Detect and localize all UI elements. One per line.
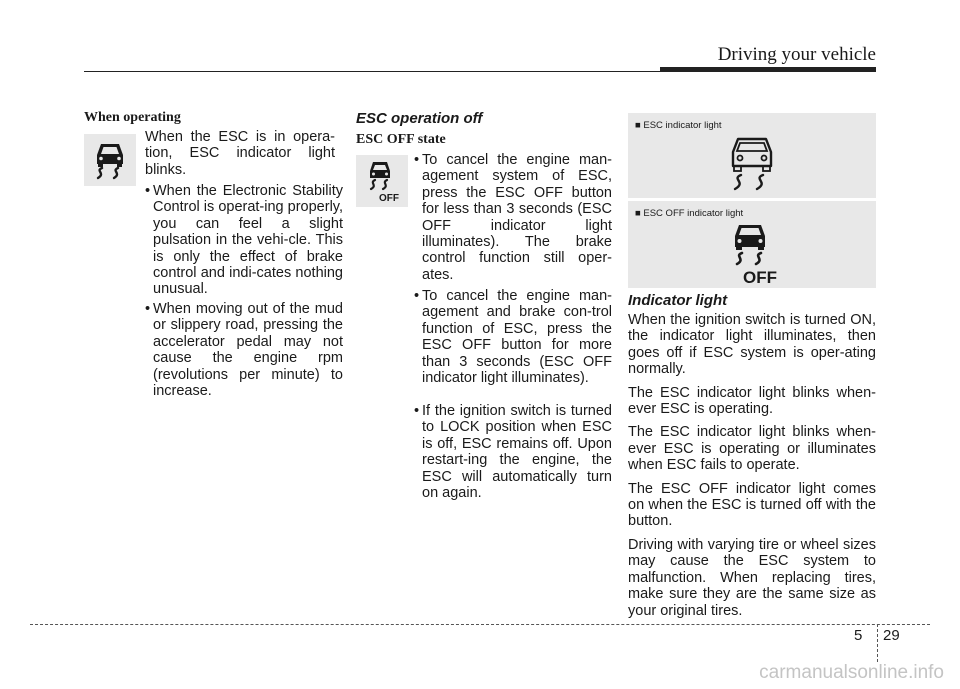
chapter-number: 5: [854, 627, 863, 644]
esc-off-bullet: • If the ignition switch is turned to LOCK position when ESC is off, ESC remains off. Upon restart-ing the engine, the ESC will automatically turn on again.: [414, 403, 612, 501]
paragraph: Driving with varying tire or wheel sizes may cause the ESC system to malfunction. When replacing tires, make sure they are the same size as your original tires.: [628, 536, 876, 619]
esc-indicator-icon: [84, 134, 136, 186]
page-number: 29: [883, 627, 900, 644]
esc-off-icon: [727, 223, 783, 290]
esc-indicator-icon: [725, 135, 779, 198]
esc-off-indicator-panel: [628, 201, 876, 288]
indicator-light-heading: Indicator light: [628, 292, 728, 309]
paragraph: The ESC indicator light blinks when-ever ESC is operating or illuminates when ESC fails to operate.: [628, 424, 876, 474]
esc-operation-off-heading: ESC operation off: [356, 110, 483, 127]
watermark: carmanualsonline.info: [759, 662, 944, 683]
paragraph: When the ignition switch is turned ON, the indicator light illuminates, then goes off if ESC system is oper-ating normally.: [628, 312, 876, 378]
when-operating-heading: When operating: [84, 110, 181, 125]
when-operating-intro: When the ESC is in opera-tion, ESC indicator light blinks.: [145, 129, 335, 178]
indicator-light-body: [628, 312, 876, 626]
off-text: OFF: [379, 193, 399, 203]
header-rule-accent: [660, 67, 876, 72]
paragraph: The ESC indicator light blinks when-ever ESC is operating.: [628, 384, 876, 418]
panel-label: ■ ESC OFF indicator light: [635, 208, 744, 219]
page-divider: [877, 624, 878, 662]
esc-off-state-subheading: ESC OFF state: [356, 132, 446, 147]
paragraph: The ESC OFF indicator light comes on when the ESC is turned off with the button.: [628, 480, 876, 530]
esc-indicator-panel: [628, 113, 876, 198]
when-operating-bullet: • When moving out of the mud or slippery road, pressing the accelerator pedal may not cause the engine rpm (revolutions per minute) to increase.: [145, 301, 343, 399]
when-operating-bullet: • When the Electronic Stability Control is operat-ing properly, you can feel a slight pulsation in the vehi-cle. This is only the effect of brake control and indi-cates nothing unusual.: [145, 183, 343, 298]
footer-rule: [30, 624, 930, 625]
section-title: Driving your vehicle: [717, 44, 876, 65]
panel-label: ■ ESC indicator light: [635, 120, 722, 131]
esc-off-icon: [356, 155, 408, 207]
esc-off-bullet: • To cancel the engine man-agement system of ESC, press the ESC OFF button for less than 3 seconds (ESC OFF indicator light illuminates). The brake control function still oper-ates.: [414, 152, 612, 283]
esc-off-bullet: • To cancel the engine man-agement and brake con-trol function of ESC, press the ESC OFF button for more than 3 seconds (ESC OFF indicator light illuminates).: [414, 288, 612, 386]
off-text: OFF: [743, 268, 777, 285]
